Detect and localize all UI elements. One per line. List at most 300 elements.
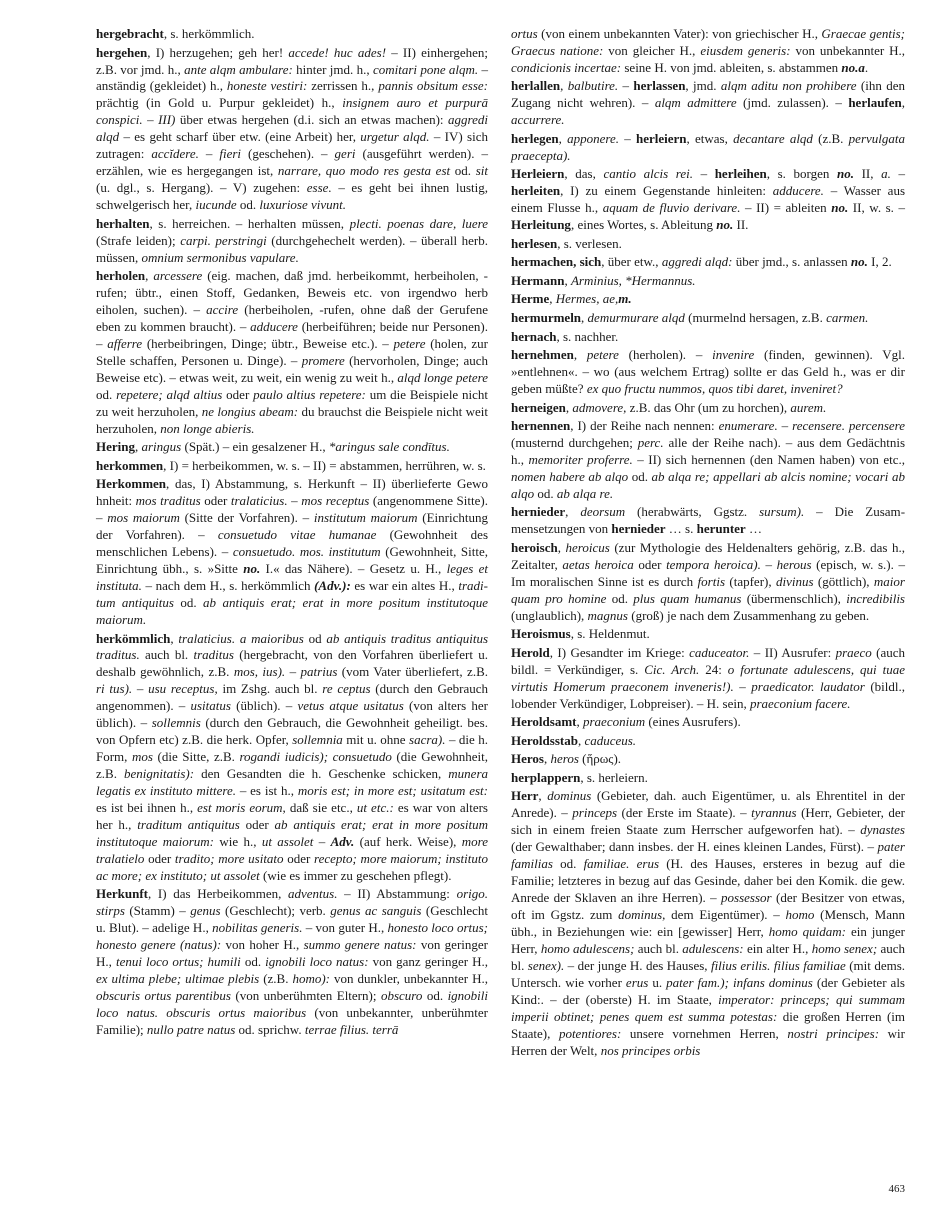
latin-term: aggredi alqd:: [661, 254, 733, 270]
right-column: [511, 26, 905, 1061]
latin-term: patrius: [300, 664, 338, 680]
entry-text: –: [890, 166, 905, 182]
entry-text: (Geschlecht); verb.: [220, 903, 331, 919]
entry-text: od.: [552, 856, 584, 872]
latin-term: usitatus: [190, 698, 231, 714]
latin-term: fortis: [697, 573, 726, 589]
dictionary-entry: [96, 45, 488, 215]
entry-text: …: [745, 521, 762, 537]
entry-text: (tapfer),: [725, 573, 776, 589]
entry-text: – II) = ableiten: [740, 200, 832, 216]
entry-text: (auf herk. Weise),: [354, 833, 462, 849]
entry-text: , s. herleiern.: [580, 769, 648, 785]
entry-text: ,: [135, 439, 142, 455]
entry-text: (geschehen). –: [241, 146, 335, 162]
entry-text: (Strafe leiden);: [96, 232, 181, 248]
entry-text: … s.: [665, 521, 697, 537]
entry-text: (Geschlecht u. Blut). – adelige H.,: [96, 903, 488, 936]
entry-text: (von einem unbekannten Vater): von griechischer H.,: [537, 26, 822, 41]
entry-text: , das, I) Abstammung, s. Herkunft – II) überlieferte Gewo hnheit:: [96, 476, 488, 509]
latin-term: heros: [550, 751, 579, 767]
entry-text: (von unbekannter, unberühmter Familie);: [96, 1005, 489, 1038]
latin-term: demurmurare alqd: [587, 310, 685, 325]
entry-text: , s. herreichen. – herhalten müssen,: [149, 215, 350, 231]
entry-text: (von unberühmten Eltern);: [230, 988, 381, 1004]
dictionary-entry: [511, 626, 905, 643]
entry-text: – es ist h.,: [235, 783, 298, 799]
entry-text: (ausgeführt werden). – erzählen, wie es hergegangen ist,: [96, 146, 488, 179]
entry-text: –: [760, 556, 777, 572]
headword: Herkommen: [96, 476, 167, 492]
page-number: 463: [888, 1183, 905, 1195]
entry-text: (herbeiführen; beide nur Personen). –: [96, 318, 488, 351]
latin-term: leges et instituta.: [96, 561, 488, 594]
latin-term: tyrannus: [751, 805, 797, 821]
latin-term: obscuris ortus parentibus: [96, 988, 231, 1004]
latin-term: decantare alqd: [733, 130, 813, 146]
latin-term: promere: [301, 352, 345, 368]
dictionary-entry: [96, 268, 488, 438]
entry-text: –: [733, 678, 752, 694]
latin-term: arcessere: [153, 268, 203, 284]
latin-term: Cic. Arch.: [644, 661, 700, 677]
entry-text: unsere vornehmen Herren,: [621, 1025, 788, 1041]
latin-term: benignitatis):: [123, 766, 195, 782]
dictionary-entry: [511, 504, 905, 538]
latin-term: homo quidam:: [768, 924, 846, 940]
entry-text: seine H. von jmd. ableiten, s. abstammen: [621, 59, 842, 75]
headword: hermurmeln: [511, 310, 582, 325]
bold-italic-term: no.: [831, 200, 849, 216]
entry-text: –: [142, 112, 159, 128]
headword: hernach: [511, 328, 557, 344]
dictionary-entry: [511, 751, 905, 768]
entry-text: (durch den Gebrauch, die Gewohnheit geheiligt. bes. von Opfern etc) z.B. die herk. Opfer,: [96, 715, 488, 748]
headword: herhalten: [96, 215, 150, 231]
latin-term: nobilitas generis.: [212, 920, 303, 936]
headword: herleihen: [714, 166, 767, 182]
latin-term: origo. stirps: [96, 886, 488, 919]
entry-text: od.: [606, 590, 634, 606]
entry-text: ,: [557, 539, 566, 555]
latin-term: accede! huc ades!: [288, 44, 387, 60]
latin-term: ab antiquis traditus antiquitus traditus.: [96, 630, 489, 663]
headword: Heroldsstab: [511, 732, 578, 748]
entry-text: wir Herren der Welt,: [511, 1025, 905, 1058]
entry-text: (üblich). –: [230, 698, 298, 714]
entry-text: (musternd durchgehen;: [511, 435, 638, 451]
latin-term: carpi. perstringi: [180, 232, 267, 248]
latin-term: comitari pone alqm.: [372, 61, 479, 77]
latin-term: aetas heroica: [562, 556, 634, 572]
headword: herneigen: [511, 399, 566, 415]
entry-text: (groß) je nach dem Zusammenhang zu geben.: [628, 607, 870, 623]
headword: Herme: [511, 291, 550, 307]
entry-text: , I) herzugehen; geh her!: [147, 44, 289, 60]
dictionary-entry: [96, 216, 488, 267]
latin-term: pervulgata praecepta).: [511, 130, 905, 163]
entry-text: z.B. das Ohr (um zu horchen),: [626, 399, 791, 415]
entry-text: , s. verlesen.: [557, 235, 622, 251]
entry-text: , s. nachher.: [556, 328, 619, 344]
latin-term: obscuro: [380, 988, 423, 1004]
latin-term: homo adulescens;: [540, 941, 635, 957]
latin-term: mos, ius).: [233, 664, 286, 680]
left-column: [96, 26, 488, 1041]
entry-text: ,: [564, 272, 571, 288]
latin-term: magnus: [587, 607, 628, 623]
headword: Herold: [511, 644, 550, 660]
bold-italic-term: no.: [243, 561, 261, 577]
latin-term: alqd longe petere: [397, 369, 488, 385]
entry-text: ,: [145, 268, 154, 284]
latin-term: nullo patre natus: [146, 1022, 236, 1038]
entry-text: alle der Reihe nach). – aus dem Gedächtnis h.,: [511, 435, 905, 467]
latin-term: deorsum: [580, 504, 626, 520]
latin-term: ignobili loco natus:: [265, 954, 369, 970]
latin-term: sollemnis: [151, 715, 201, 731]
entry-text: ein alter H.,: [743, 941, 812, 957]
headword: herkommen: [96, 457, 164, 473]
entry-text: – II) Ausrufer:: [749, 644, 836, 660]
latin-term: urgetur alqd.: [360, 129, 430, 145]
dictionary-entry: [511, 329, 905, 346]
latin-term: familiae. erus: [583, 856, 660, 872]
entry-text: –: [692, 166, 715, 182]
entry-text: ,: [576, 714, 583, 730]
entry-text: (z.B.: [259, 971, 293, 987]
latin-term: pater familias: [511, 839, 905, 872]
latin-term: tralaticius.: [230, 493, 288, 509]
entry-text: , I) zu einem Gegenstande hinleiten:: [560, 183, 773, 199]
entry-text: – die h. Form,: [96, 732, 488, 765]
latin-term: ab alqa re; appellari ab alcis nomine; vocari ab alqo: [511, 468, 905, 501]
entry-text: – von guter H.,: [302, 920, 388, 936]
latin-term: caduceus.: [584, 732, 637, 748]
entry-text: –: [619, 130, 636, 146]
headword: hergebracht: [96, 26, 164, 41]
latin-term: rogandi iudicis); consuetudo: [239, 749, 392, 765]
dictionary-entry: [96, 26, 488, 43]
entry-text: (herbeibringen, Dinge; übtr., Beweise etc.). –: [142, 335, 394, 351]
entry-text: I, 2.: [867, 254, 892, 270]
entry-text: (herholen). –: [618, 347, 713, 363]
entry-text: (übermenschlich),: [741, 590, 847, 606]
latin-term: praeconium: [582, 714, 646, 730]
entry-text: von geringer H.,: [96, 937, 488, 970]
latin-term: afferre: [107, 335, 143, 351]
entry-text: auch bl.: [511, 941, 906, 973]
latin-term: ex quo fructu nummos, quos tibi daret, inveniret?: [586, 381, 843, 396]
dictionary-entry: [511, 733, 905, 750]
latin-term: geri: [334, 146, 356, 162]
latin-term: admovere,: [572, 399, 627, 415]
headword: herholen: [96, 268, 146, 284]
latin-term: terrae filius. terrā: [304, 1022, 399, 1038]
latin-term: filius erilis. filius familiae: [710, 957, 846, 973]
headword: herlegen: [511, 130, 559, 146]
latin-term: mos traditus: [135, 493, 201, 509]
latin-term: apponere.: [567, 130, 620, 146]
latin-term: eiusdem generis:: [700, 42, 791, 58]
entry-text: hinter jmd. h.,: [292, 61, 373, 77]
entry-text: 24:: [699, 661, 728, 677]
latin-term: Arminius, *Hermannus.: [570, 272, 696, 288]
entry-text: daß sie etc.,: [285, 800, 357, 816]
entry-text: oder: [633, 556, 667, 572]
latin-term: insignem auro et purpurā conspici.: [96, 95, 488, 128]
entry-text: von gleicher H.,: [603, 42, 701, 58]
latin-term: ut etc.:: [356, 800, 394, 816]
entry-text: , über etw.,: [601, 254, 662, 270]
latin-term: tralaticius. a maioribus: [178, 630, 304, 646]
entry-text: ,: [565, 504, 581, 520]
entry-text: (die Sitte, z.B.: [152, 749, 240, 765]
dictionary-entry: [511, 291, 905, 308]
entry-text: – es geht bei ihnen lustig, schwelgerisch her,: [96, 180, 488, 213]
latin-term: III): [158, 112, 176, 128]
entry-text: prächtig (in Gold u. Purpur gekleidet) h.,: [96, 95, 343, 111]
headword: herlallen: [511, 78, 561, 94]
headword: Heroismus: [511, 626, 571, 642]
headword: hernennen: [511, 418, 571, 434]
entry-text: (vom Vater überliefert, z.B.: [337, 664, 489, 680]
bold-italic-term: no.a: [841, 59, 865, 75]
latin-term: pater fam.); infans dominus: [666, 974, 813, 990]
entry-text: , das,: [564, 166, 604, 182]
entry-text: ,: [581, 310, 588, 325]
latin-term: homo senex;: [811, 941, 878, 957]
latin-term: dominus: [547, 788, 592, 804]
entry-text: od.: [534, 485, 557, 501]
entry-text: , I) der Reihe nach nennen:: [570, 418, 719, 434]
entry-text: (holen, zur Stelle schaffen, Personen u. Dinge). –: [96, 335, 489, 368]
dictionary-entry: [511, 714, 905, 731]
entry-text: , etwas,: [686, 130, 734, 146]
dictionary-entry: [511, 131, 905, 165]
headword: Herleiern: [511, 166, 565, 182]
latin-term: ne longius abeam:: [201, 403, 299, 419]
entry-text: die großen Herren (im Staate),: [511, 1008, 905, 1041]
dictionary-entry: [511, 788, 905, 1059]
dictionary-entry: [511, 254, 905, 271]
latin-term: aringus: [141, 439, 182, 455]
bold-italic-term: no.: [850, 254, 868, 270]
entry-text: u.: [648, 974, 667, 990]
latin-term: consuetudo. mos. institutum: [232, 544, 381, 560]
entry-text: od: [303, 630, 327, 646]
entry-text: – II) einhergehen; z.B. vor jmd. h.,: [96, 44, 489, 77]
entry-text: II,: [853, 166, 882, 182]
entry-text: (wie es immer zu geschehen pflegt).: [259, 867, 452, 883]
entry-text: (der Besitzer von etwas, oft im Ggstz. zum: [511, 890, 905, 923]
headword: herlaufen: [848, 95, 902, 111]
latin-term: a.: [881, 166, 891, 182]
latin-term: adducere.: [772, 183, 824, 199]
entry-text: von dunkler, unbekannter H.,: [330, 971, 488, 987]
entry-text: von hoher H.,: [221, 937, 304, 953]
dictionary-entry: [511, 166, 905, 234]
dictionary-entry: [511, 236, 905, 253]
latin-term: praeco: [835, 644, 872, 660]
latin-term: heroicus: [565, 539, 610, 555]
latin-term: esse.: [306, 180, 332, 196]
entry-text: (von alters her üblich). –: [96, 698, 488, 731]
latin-term: senex).: [527, 957, 565, 973]
headword: Herleitung: [511, 217, 571, 233]
entry-text: (episch, w. s.). – Im moralischen Sinne ist es durch: [511, 556, 906, 589]
latin-term: honeste vestiri:: [226, 78, 308, 94]
entry-text: oder: [239, 817, 275, 832]
headword: hernieder: [511, 504, 566, 520]
latin-term: petere: [393, 335, 426, 351]
entry-text: den Gesandten die h. Geschenke schicken,: [194, 766, 449, 782]
entry-text: (Stamm) –: [124, 903, 191, 919]
latin-term: balbutire.: [567, 78, 619, 94]
latin-term: summo genere natus:: [303, 937, 417, 953]
entry-text: (durchgehechelt werden). – überall herb. müssen,: [96, 232, 488, 265]
headword: Hermann: [511, 272, 565, 288]
latin-term: ante alqm ambulare:: [184, 61, 293, 77]
entry-text: von unbekannter H.,: [790, 42, 906, 58]
entry-text: ,: [565, 399, 573, 415]
entry-text: –: [198, 146, 220, 162]
entry-text: – es geht scharf über etw. (eine Arbeit) her,: [119, 129, 361, 145]
latin-term: pannis obsitum esse:: [378, 78, 488, 94]
dictionary-entry: [511, 347, 905, 398]
entry-text: (finden, gewinnen). Vgl. »entlehnen«. – wo (aus welchem Ertrag) sollte er das Geld h., was er dir geben müßte?: [511, 347, 905, 396]
latin-term: honesto loco ortus; honesto genere (natus):: [96, 920, 488, 953]
entry-text: ,: [901, 95, 906, 111]
entry-text: ,: [170, 630, 179, 646]
entry-text: (Mensch, Mann übh., in Beziehungen wie: ein [gewisser] Herr,: [511, 907, 905, 940]
entry-text: oder: [144, 850, 175, 866]
entry-text: od.: [173, 595, 204, 611]
dictionary-entry: [511, 540, 905, 625]
latin-term: incredibilis: [846, 590, 905, 606]
entry-text: .: [864, 59, 869, 75]
latin-term: possessor: [721, 890, 772, 906]
latin-term: genus ac sanguis: [330, 903, 422, 919]
latin-term: nostri principes:: [787, 1025, 880, 1041]
latin-term: herous: [776, 556, 812, 572]
latin-term: perc.: [637, 435, 664, 451]
latin-term: aquam de fluvio derivare.: [602, 200, 741, 216]
dictionary-entry: [511, 770, 905, 787]
entry-text: (angenommene Sitte). –: [96, 493, 488, 526]
latin-term: adventus.: [288, 886, 338, 902]
latin-term: moris est; in more est; usitatum est:: [297, 783, 488, 799]
dictionary-entry: [96, 886, 488, 1039]
entry-text: , eines Wortes, s. Ableitung: [570, 217, 717, 233]
entry-text: od.: [96, 386, 117, 402]
latin-term: nomen habere ab alqo: [511, 468, 629, 484]
entry-text: –: [285, 664, 301, 680]
entry-text: du brauchst die Beispiele nicht weit herzuholen,: [96, 403, 488, 436]
entry-text: –: [287, 493, 302, 509]
latin-term: potentiores:: [558, 1025, 622, 1041]
entry-text: (zur Mythologie des Heldenalters gehörig, z.B. das h., Zeitalter,: [511, 539, 905, 572]
latin-term: traditum antiquitus: [96, 578, 488, 611]
entry-text: (göttlich),: [813, 573, 874, 589]
entry-text: es ist bei ihnen h.,: [96, 800, 198, 816]
entry-text: od. sprichw.: [235, 1022, 305, 1038]
entry-text: –: [313, 833, 331, 849]
latin-term: paulo altius repetere:: [253, 386, 366, 402]
entry-text: (der Erste im Staate). –: [617, 805, 752, 821]
latin-term: ex ultima plebe; ultimae plebis: [96, 971, 260, 987]
entry-text: (jmd. zulassen). –: [736, 95, 849, 111]
entry-text: II, w. s. –: [848, 200, 905, 216]
entry-text: (eig. machen, daß jmd. herbeikommt, herbeiholen, -rufen; übtr., einen Stoff, Gedanken, Beweis etc. von irgendwo herb eiholen, suchen). –: [96, 268, 488, 318]
entry-text: (z.B.: [812, 130, 849, 146]
latin-term: plecti. poenas dare, luere: [349, 215, 489, 231]
latin-term: re ceptus: [322, 681, 371, 697]
entry-text: – anständig (gekleidet) h.,: [96, 61, 489, 94]
entry-text: (Herr, Gebieter, der sich in einem freien Staate zum Herrscher aufgeworfen hat). –: [511, 805, 905, 838]
bold-italic-term: Adv.: [330, 833, 355, 849]
latin-term: homo):: [292, 971, 330, 987]
latin-term: maior quam pro homine: [511, 573, 905, 606]
latin-term: more tralatielo: [96, 833, 488, 866]
latin-term: ortus: [511, 26, 538, 41]
latin-term: dynastes: [860, 822, 905, 838]
latin-term: traditum antiquitus: [137, 817, 240, 832]
entry-text: (Spät.) – ein gesalzener H.,: [181, 439, 329, 455]
latin-term: o fortunate adulescens, qui tuae virtutis Homerum praeconem inveneris!).: [511, 661, 905, 694]
entry-text: wie h.,: [214, 833, 262, 849]
latin-term: Graecae gentis; Graecus natione:: [511, 26, 905, 58]
headword: herplappern: [511, 769, 581, 785]
entry-text: –: [132, 681, 149, 697]
headword: hernehmen: [511, 347, 574, 363]
latin-term: imperator: princeps; qui summam imperii obtinet; penes quem est summa potestas:: [511, 991, 905, 1024]
latin-term: ut assolet: [261, 833, 314, 849]
latin-term: luxuriose vivunt.: [259, 197, 347, 213]
dictionary-entry: [511, 645, 905, 713]
entry-text: – Wasser aus einem Flusse h.,: [511, 183, 906, 216]
entry-text: od.: [236, 197, 260, 213]
latin-term: usu receptus,: [148, 681, 218, 697]
entry-text: od.: [628, 468, 652, 484]
entry-text: (Einrichtung der Vorfahren). –: [96, 510, 488, 543]
entry-text: (hervorholen, Dinge; auch Beweise etc). – etwas weit, zu weit, ein wenig zu weit h.,: [96, 352, 489, 385]
latin-term: narrare, quo modo res gesta est: [277, 163, 451, 179]
entry-text: (Sitte der Vorfahren). –: [179, 510, 314, 526]
dictionary-entry: [511, 78, 905, 129]
latin-term: caduceator.: [689, 644, 750, 660]
headword: herleiten: [511, 183, 561, 199]
latin-term: ri tus).: [96, 681, 133, 697]
latin-term: tempora heroica).: [666, 556, 761, 572]
latin-term: carmen.: [826, 310, 869, 325]
entry-text: ein junger Herr,: [511, 924, 906, 957]
entry-text: od.: [240, 954, 266, 970]
entry-text: ,: [560, 78, 568, 94]
entry-text: – nach dem H., s. herkömmlich: [141, 578, 315, 594]
entry-text: (Gewohnheit, Sitte, Einrichtung übh., s. »Sitte: [96, 544, 488, 577]
entry-text: ,: [549, 291, 556, 307]
bold-italic-term: (Adv.):: [314, 578, 351, 594]
entry-text: (unglaublich),: [511, 607, 588, 623]
headword: herleiern: [635, 130, 687, 146]
entry-text: ,: [573, 347, 587, 363]
dictionary-entry: [511, 273, 905, 290]
latin-term: repetere; alqd altius: [116, 386, 223, 402]
latin-term: plus quam humanus: [633, 590, 742, 606]
latin-term: enumerare. – recensere. percensere: [718, 418, 905, 434]
entry-text: (die Gewohnheit, z.B.: [96, 749, 488, 782]
